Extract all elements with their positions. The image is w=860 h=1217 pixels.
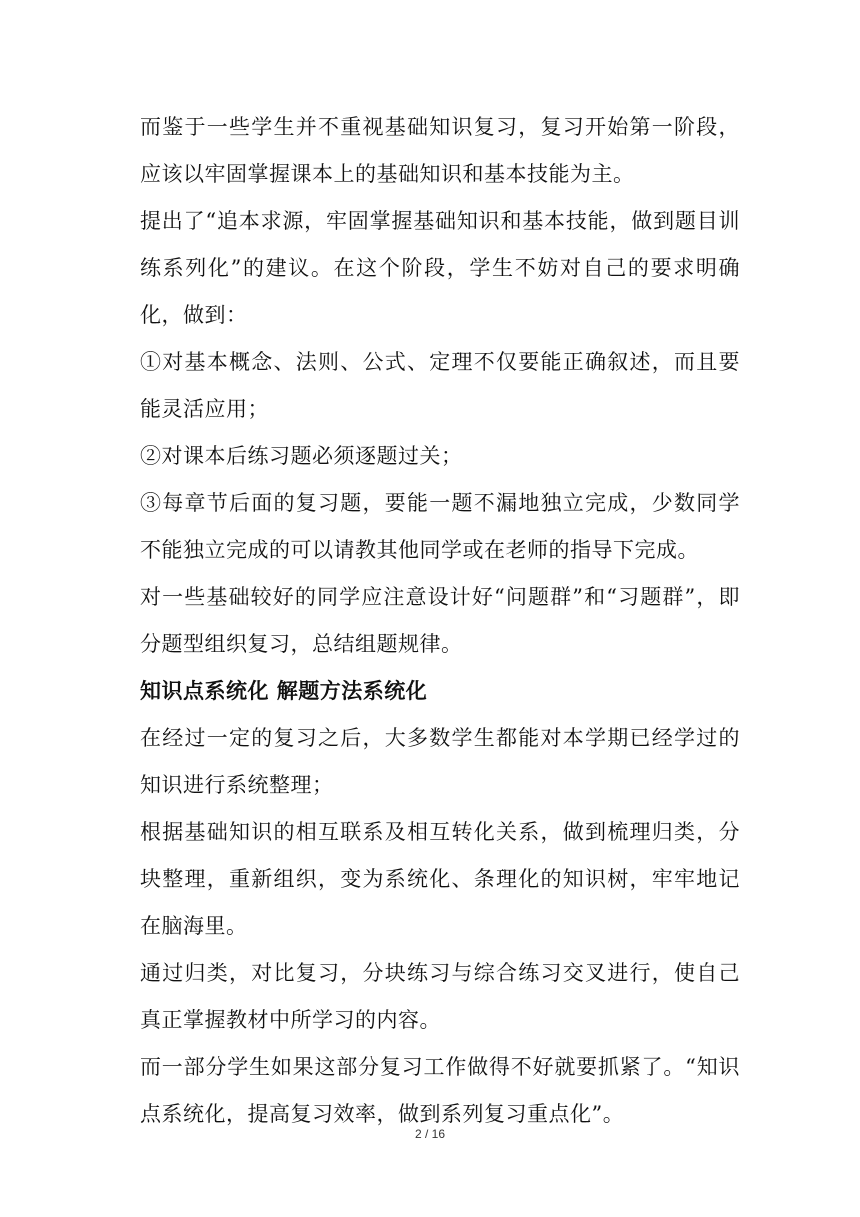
paragraph-7: 在经过一定的复习之后，大多数学生都能对本学期已经学过的知识进行系统整理； [140,726,740,797]
page-number: 2 / 16 [414,1127,446,1141]
paragraph-3: ①对基本概念、法则、公式、定理不仅要能正确叙述，而且要能灵活应用； [140,350,740,421]
paragraph-4: ②对课本后练习题必须逐题过关； [140,444,463,468]
paragraph-10: 而一部分学生如果这部分复习工作做得不好就要抓紧了。“知识点系统化，提高复习效率，做到系列复习重点化”。 [140,1055,740,1126]
paragraph-2: 提出了“追本求源，牢固掌握基础知识和基本技能，做到题目训练系列化”的建议。在这个阶段，学生不妨对自己的要求明确化，做到： [140,209,740,327]
section-heading: 知识点系统化 解题方法系统化 [140,679,428,703]
document-body [140,104,740,1138]
paragraph-9: 通过归类，对比复习，分块练习与综合练习交叉进行，使自己真正掌握教材中所学习的内容。 [140,961,740,1032]
paragraph-1: 而鉴于一些学生并不重视基础知识复习，复习开始第一阶段，应该以牢固掌握课本上的基础知识和基本技能为主。 [140,115,740,186]
paragraph-5: ③每章节后面的复习题，要能一题不漏地独立完成，少数同学不能独立完成的可以请教其他同学或在老师的指导下完成。 [140,491,740,562]
paragraph-6: 对一些基础较好的同学应注意设计好“问题群”和“习题群”，即分题型组织复习，总结组题规律。 [140,585,740,656]
paragraph-8: 根据基础知识的相互联系及相互转化关系，做到梳理归类，分块整理，重新组织，变为系统化、条理化的知识树，牢牢地记在脑海里。 [140,820,740,938]
